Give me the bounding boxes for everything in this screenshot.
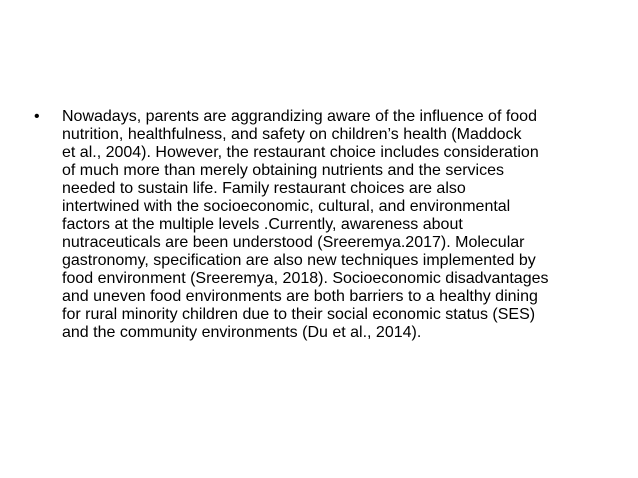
paragraph-line: for rural minority children due to their social economic status (SES) <box>62 306 536 323</box>
paragraph-line: Nowadays, parents are aggrandizing aware of the influence of food <box>62 108 537 125</box>
paragraph-line: needed to sustain life. Family restaurant choices are also <box>62 180 466 197</box>
paragraph-line: gastronomy, specification are also new techniques implemented by <box>62 252 536 269</box>
bullet-paragraph <box>62 108 612 342</box>
paragraph-line: nutrition, healthfulness, and safety on children’s health (Maddock <box>62 126 522 143</box>
paragraph-line: of much more than merely obtaining nutrients and the services <box>62 162 505 179</box>
paragraph-line: intertwined with the socioeconomic, cultural, and environmental <box>62 198 511 215</box>
paragraph-line: and uneven food environments are both barriers to a healthy dining <box>62 288 538 305</box>
paragraph-line: food environment (Sreeremya, 2018). Socioeconomic disadvantages <box>62 270 549 287</box>
paragraph-line: and the community environments (Du et al., 2014). <box>62 324 422 341</box>
paragraph-line: nutraceuticals are been understood (Sreeremya.2017). Molecular <box>62 234 525 251</box>
paragraph-line: factors at the multiple levels .Currently, awareness about <box>62 216 463 233</box>
paragraph-line: et al., 2004). However, the restaurant choice includes consideration <box>62 144 539 161</box>
bullet-icon: • <box>34 108 40 125</box>
bullet-item <box>32 108 612 342</box>
